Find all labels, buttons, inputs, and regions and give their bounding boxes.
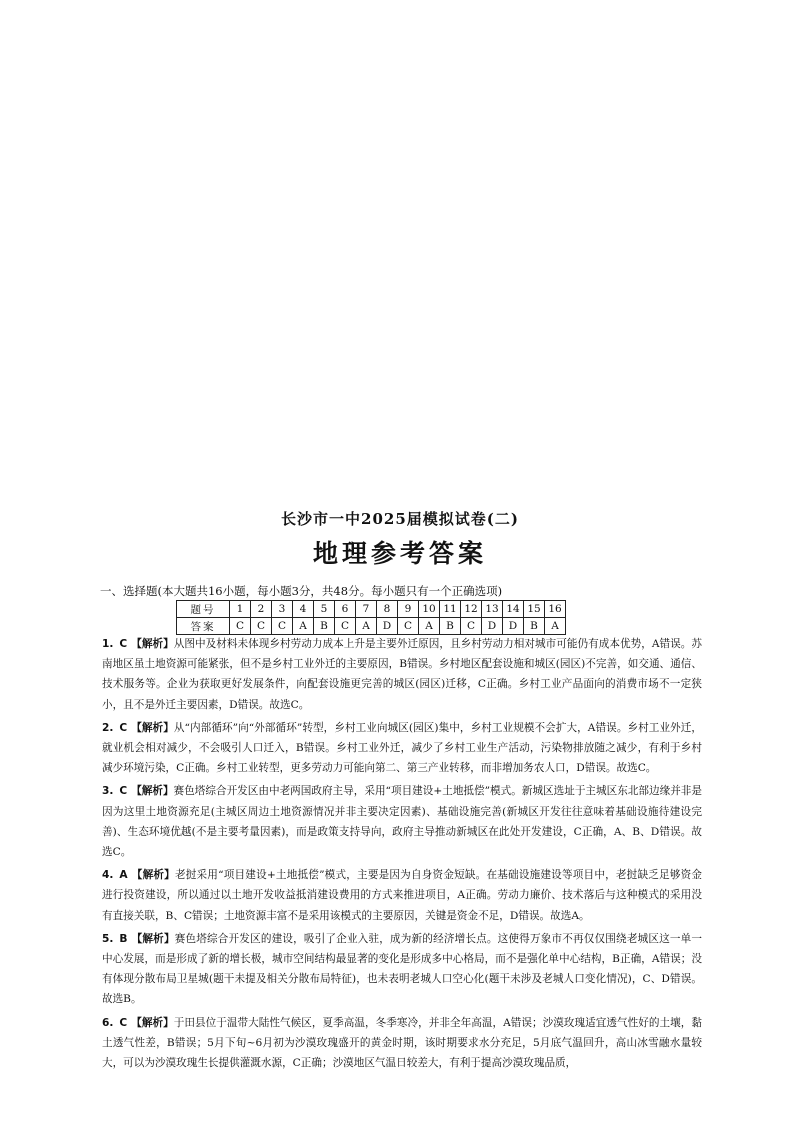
answer-table-answer-cell: C: [230, 618, 251, 635]
explanation-number: 1.: [102, 638, 114, 650]
answer-table-number-cell: 11: [440, 601, 461, 618]
answer-table-number-cell: 13: [482, 601, 503, 618]
answer-table-number-cell: 1: [230, 601, 251, 618]
explanation-text: 老挝采用“项目建设+土地抵偿”模式，主要是因为自身资金短缺。在基础设施建设等项目中，老挝缺乏足够资金进行投资建设，所以通过以土地开发收益抵消建设费用的方式来推进项目，A正确。劳动力廉价、技术落后与这种模式的采用没有直接关联，B、C错误；土地资源丰富不是采用该模式的主要原因，关键是资金不足，D错误。故选A。: [102, 869, 702, 922]
answer-table-answer-row: [177, 618, 566, 635]
explanation-number: 6.: [102, 1016, 114, 1029]
answer-table-answer-cell: B: [440, 618, 461, 635]
answer-table-row-label: 答案: [177, 618, 230, 635]
answer-table-number-cell: 8: [377, 601, 398, 618]
explanation-answer: B: [119, 932, 128, 945]
answer-table-answer-cell: D: [503, 618, 524, 635]
answer-table-row-label: 题号: [177, 601, 230, 618]
answer-table-number-cell: 2: [251, 601, 272, 618]
explanation-answer: C: [119, 1016, 128, 1029]
answer-table-number-cell: 4: [293, 601, 314, 618]
answer-table-answer-cell: C: [461, 618, 482, 635]
answer-table-number-cell: 12: [461, 601, 482, 618]
page-title: 地理参考答案: [312, 539, 487, 568]
section-heading: 一、选择题(本大题共16小题，每小题3分，共48分。每小题只有一个正确选项): [100, 584, 503, 598]
explanation-number: 3.: [102, 785, 114, 798]
answer-table-answer-cell: C: [335, 618, 356, 635]
explanation-answer: C: [119, 638, 128, 650]
explanation-answer: C: [119, 785, 128, 798]
answer-table-number-cell: 14: [503, 601, 524, 618]
exam-subtitle: 长沙市一中2025届模拟试卷(二): [281, 510, 519, 528]
answer-table-answer-cell: C: [251, 618, 272, 635]
explanation-item: [102, 929, 702, 1010]
answer-table-answer-cell: B: [314, 618, 335, 635]
answer-table-number-cell: 16: [545, 601, 566, 618]
explanation-text: 从“内部循环”向“外部循环”转型，乡村工业向城区(园区)集中，乡村工业规模不会扩大，A错误。乡村工业外迁，就业机会相对减少，不会吸引人口迁入，B错误。乡村工业外迁，减少了乡村工业生产活动，污染物排放随之减少，有利于乡村减少环境污染，C正确。乡村工业转型，更多劳动力可能向第二、第三产业转移，而非增加务农人口，D错误。故选C。: [102, 721, 702, 775]
answer-table-number-cell: 3: [272, 601, 293, 618]
explanation-item: [102, 1013, 702, 1074]
answer-table-answer-cell: A: [293, 618, 314, 635]
explanation-item: [102, 634, 702, 715]
answer-table-answer-cell: B: [524, 618, 545, 635]
answer-table-number-cell: 9: [398, 601, 419, 618]
explanation-item: [102, 781, 702, 862]
answer-table-answer-cell: A: [419, 618, 440, 635]
explanation-number: 2.: [102, 721, 114, 734]
answer-table-answer-cell: C: [398, 618, 419, 635]
explanation-text: 赛色塔综合开发区由中老两国政府主导，采用“项目建设+土地抵偿”模式。新城区选址于主城区东北部边缘并非是因为这里土地资源充足(主城区周边土地资源情况并非主要决定因素)、基础设施完善(新城区开发往往意味着基础设施待建设完善)、生态环境优越(不是主要考量因素)，而是政策支持导向，政府主导推动新城区在此处开发建设，C正确，A、B、D错误。故选C。: [102, 785, 702, 859]
answer-table-number-cell: 7: [356, 601, 377, 618]
explanation-answer: C: [119, 721, 128, 734]
answer-table-number-row: [177, 601, 566, 618]
answer-table-number-cell: 5: [314, 601, 335, 618]
answer-table: [176, 600, 566, 635]
explanation-number: 4.: [102, 869, 114, 882]
explanation-tag: 【解析】: [131, 785, 174, 798]
explanation-tag: 【解析】: [131, 932, 175, 945]
explanation-list: [102, 634, 702, 1076]
explanation-item: [102, 865, 702, 926]
explanation-answer: A: [119, 869, 128, 882]
explanation-tag: 【解析】: [131, 721, 174, 734]
explanation-number: 5.: [102, 932, 114, 945]
answer-table-answer-cell: A: [356, 618, 377, 635]
explanation-tag: 【解析】: [131, 1016, 174, 1029]
answer-table-answer-cell: A: [545, 618, 566, 635]
answer-table-answer-cell: C: [272, 618, 293, 635]
answer-table-number-cell: 6: [335, 601, 356, 618]
explanation-item: [102, 718, 702, 779]
explanation-tag: 【解析】: [131, 638, 174, 650]
explanation-text: 从图中及材料未体现乡村劳动力成本上升是主要外迁原因，且乡村劳动力相对城市可能仍有成本优势，A错误。苏南地区虽土地资源可能紧张，但不是乡村工业外迁的主要原因，B错误。乡村地区配套设施和城区(园区)不完善，如交通、通信、技术服务等。企业为获取更好发展条件，向配套设施更完善的城区(园区)迁移，C正确。乡村工业产品面向的消费市场不一定狭小，且不是外迁主要因素，D错误。故选C。: [102, 638, 702, 711]
answer-table-number-cell: 10: [419, 601, 440, 618]
answer-table-answer-cell: D: [377, 618, 398, 635]
answer-table-answer-cell: D: [482, 618, 503, 635]
explanation-text: 于田县位于温带大陆性气候区，夏季高温，冬季寒冷，并非全年高温，A错误；沙漠玫瑰适宜透气性好的土壤，黏土透气性差，B错误；5月下旬~6月初为沙漠玫瑰盛开的黄金时期，该时期要求水分充足，5月底气温回升，高山冰雪融水量较大，可以为沙漠玫瑰生长提供灌溉水源，C正确；沙漠地区气温日较差大，有利于提高沙漠玫瑰品质，: [102, 1016, 702, 1070]
explanation-text: 赛色塔综合开发区的建设，吸引了企业入驻，成为新的经济增长点。这使得万象市不再仅仅围绕老城区这一单一中心发展，而是形成了新的增长极，城市空间结构最显著的变化是形成多中心格局，而不是强化单中心结构，B正确，A错误；没有体现分散布局卫星城(题干未提及相关分散布局特征)，也未表明老城人口空心化(题干未涉及老城人口变化情况)，C、D错误。故选B。: [102, 932, 703, 1006]
answer-table-number-cell: 15: [524, 601, 545, 618]
explanation-tag: 【解析】: [131, 869, 175, 882]
